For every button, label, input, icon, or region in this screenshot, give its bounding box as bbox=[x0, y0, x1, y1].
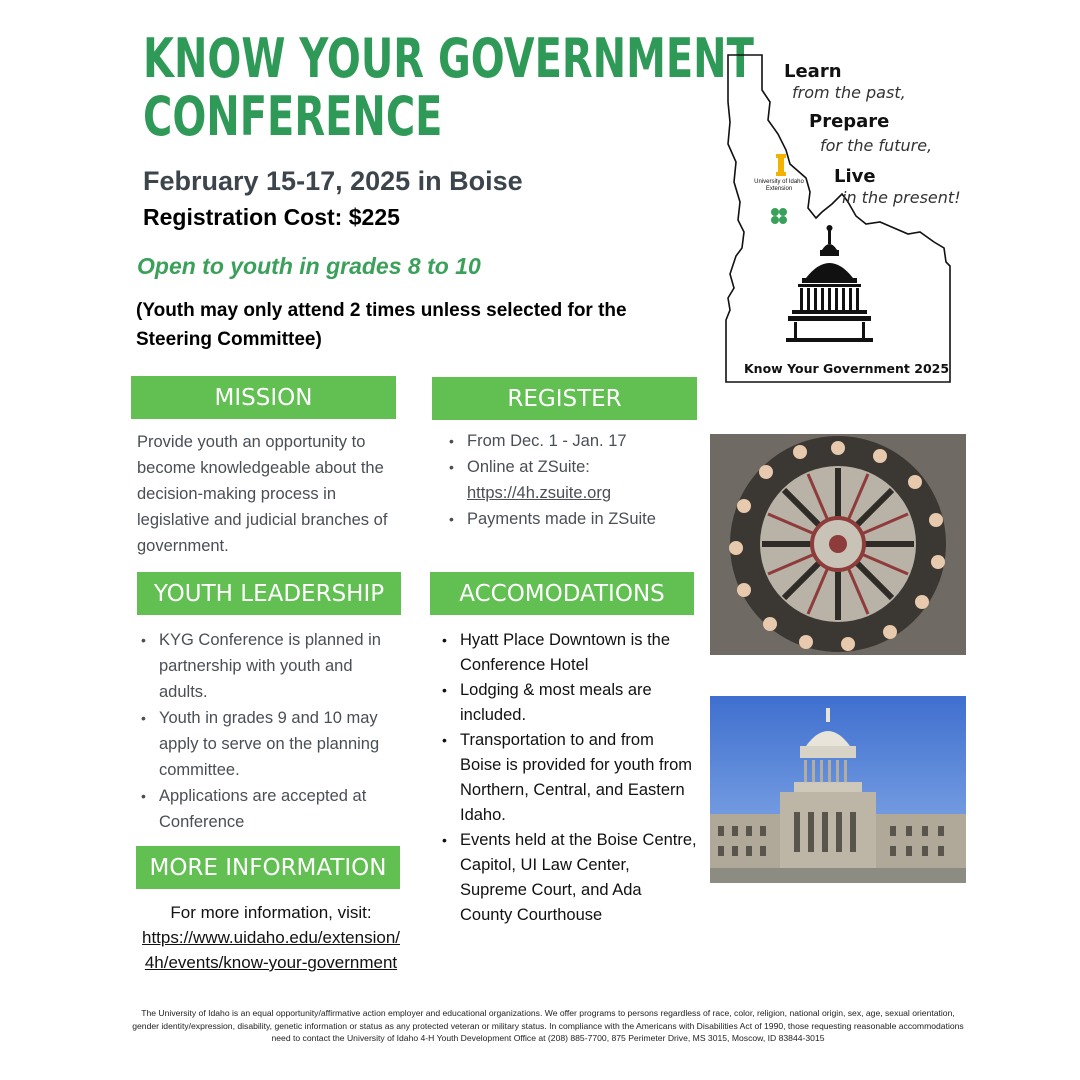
students-circle-photo-graphic bbox=[710, 434, 966, 655]
title-line-1: KNOW YOUR GOVERNMENT bbox=[143, 27, 754, 90]
youth-leadership-item: • Applications are accepted at Conference bbox=[137, 783, 387, 835]
youth-leadership-heading: YOUTH LEADERSHIP bbox=[137, 572, 401, 615]
title-line-2: CONFERENCE bbox=[143, 85, 443, 148]
youth-leadership-item: • Youth in grades 9 and 10 may apply to serve on the planning committee. bbox=[137, 705, 387, 783]
eeo-footer-statement: The University of Idaho is an equal opportunity/affirmative action employer and educational organizations. We offer programs to persons regardless of race, color, religion, national origin, sex, age, sexual orientation, gender identity/expression, disability, genetic information or status as any protected veteran or military status. In compliance with the Americans with Disabilities Act of 1990, those requesting reasonable accommodations need to contact the University of Idaho 4-H Youth Development Office at (208) 885-7700, 875 Perimeter Drive, MS 3015, Moscow, ID 83844-3015 bbox=[132, 1008, 964, 1043]
uidaho-wordmark bbox=[748, 179, 810, 193]
logo-live-sub: in the present! bbox=[842, 188, 961, 207]
register-item-dates bbox=[445, 428, 695, 454]
youth-leadership-list bbox=[137, 627, 387, 835]
accomodations-item: • Hyatt Place Downtown is the Conference Hotel bbox=[438, 628, 698, 678]
attendance-note: (Youth may only attend 2 times unless selected for the Steering Committee) bbox=[136, 300, 627, 350]
uidaho-line-2: Extension bbox=[765, 186, 793, 192]
register-payments-text: Payments made in ZSuite bbox=[467, 510, 656, 528]
accomodations-list bbox=[438, 628, 698, 928]
mission-text: Provide youth an opportunity to become knowledgeable about the decision-making process in legislative and judicial branches of government. bbox=[137, 433, 388, 555]
logo-prepare-sub: for the future, bbox=[820, 136, 933, 155]
logo-live: Live bbox=[834, 166, 876, 187]
register-list bbox=[445, 428, 695, 532]
accomodations-item: • Transportation to and from Boise is provided for youth from Northern, Central, and Eastern Idaho. bbox=[438, 728, 698, 828]
logo-prepare: Prepare bbox=[809, 111, 890, 132]
capitol-building-photo bbox=[710, 696, 966, 883]
zsuite-link[interactable]: https://4h.zsuite.org bbox=[467, 484, 611, 502]
uidaho-logo-icon bbox=[776, 154, 786, 176]
more-information-heading: MORE INFORMATION bbox=[136, 846, 400, 889]
register-online-text: Online at ZSuite: bbox=[467, 458, 590, 476]
event-date: February 15-17, 2025 in Boise bbox=[143, 166, 523, 196]
register-item-payments bbox=[445, 506, 695, 532]
capitol-dome-icon bbox=[786, 225, 873, 342]
uidaho-line-1: University of Idaho bbox=[754, 179, 804, 185]
more-information-block bbox=[138, 900, 404, 975]
mission-heading: MISSION bbox=[131, 376, 396, 419]
eligibility-text: Open to youth in grades 8 to 10 bbox=[137, 253, 481, 279]
students-circle-photo bbox=[710, 434, 966, 655]
more-information-link[interactable]: https://www.uidaho.edu/extension/4h/events/know-your-government bbox=[142, 928, 400, 972]
logo-caption: Know Your Government 2025 bbox=[744, 361, 950, 376]
register-heading: REGISTER bbox=[432, 377, 697, 420]
capitol-building-photo-graphic bbox=[710, 696, 966, 883]
page-title bbox=[143, 27, 754, 148]
kyg-logo bbox=[720, 52, 961, 385]
accomodations-item: • Lodging & most meals are included. bbox=[438, 678, 698, 728]
register-item-online bbox=[445, 454, 695, 506]
accomodations-heading: ACCOMODATIONS bbox=[430, 572, 694, 615]
youth-leadership-item: • KYG Conference is planned in partnership with youth and adults. bbox=[137, 627, 387, 705]
more-information-lead: For more information, visit: bbox=[170, 903, 372, 922]
accomodations-item: • Events held at the Boise Centre, Capitol, UI Law Center, Supreme Court, and Ada County Courthouse bbox=[438, 828, 698, 928]
register-dates-text: From Dec. 1 - Jan. 17 bbox=[467, 432, 627, 450]
logo-learn: Learn bbox=[784, 61, 842, 82]
logo-learn-sub: from the past, bbox=[792, 83, 906, 102]
registration-cost: Registration Cost: $225 bbox=[143, 204, 400, 230]
four-h-clover-icon bbox=[771, 208, 787, 224]
